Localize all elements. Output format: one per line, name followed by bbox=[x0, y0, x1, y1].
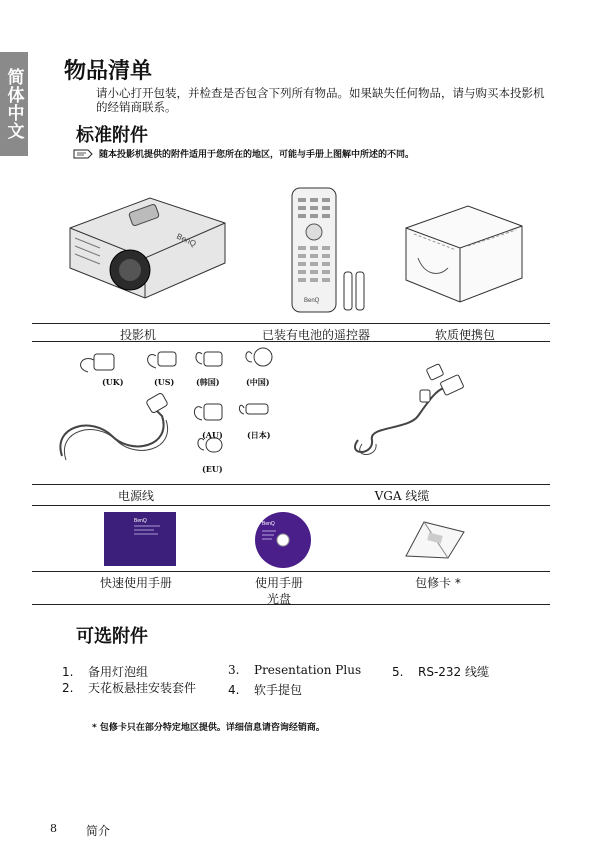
remote-brand: BenQ bbox=[304, 298, 320, 304]
optional-item: 2. 天花板悬挂安装套件 bbox=[62, 681, 197, 695]
caption-projector: 投影机 bbox=[119, 328, 156, 342]
warranty-card-image bbox=[404, 518, 466, 560]
caption-quick-guide: 快速使用手册 bbox=[99, 576, 172, 590]
standard-heading: 标准附件 bbox=[76, 125, 148, 146]
quick-guide-image bbox=[104, 512, 176, 566]
note-text: 随本投影机提供的附件适用于您所在的地区，可能与手册上图解中所述的不同。 bbox=[99, 150, 415, 160]
note-icon bbox=[72, 148, 94, 160]
row-divider bbox=[32, 341, 550, 342]
projector-image bbox=[60, 188, 230, 308]
caption-remote: 已装有电池的遥控器 bbox=[261, 328, 370, 342]
language-tab: 简体中文 bbox=[0, 52, 28, 156]
guide-brand: BenQ bbox=[134, 518, 147, 524]
row-divider bbox=[32, 604, 550, 605]
caption-cd: 光盘 bbox=[266, 592, 291, 606]
carry-bag-image bbox=[398, 198, 528, 306]
plug-label-au: (AU) bbox=[202, 430, 223, 440]
plug-label-eu: (EU) bbox=[202, 464, 223, 474]
plug-label-uk: (UK) bbox=[102, 377, 124, 387]
intro-paragraph: 请小心打开包装，并检查是否包含下列所有物品。如果缺失任何物品，请与购买本投影机的经销商联系。 bbox=[96, 86, 545, 114]
caption-user-manual: 使用手册 bbox=[254, 576, 303, 590]
cd-brand: BenQ bbox=[262, 521, 275, 527]
caption-vga-cable: VGA 线缆 bbox=[374, 489, 430, 503]
projector-brand: BenQ bbox=[175, 231, 198, 249]
optional-item: 5. RS-232 线缆 bbox=[392, 665, 490, 679]
plug-label-jp: (日本) bbox=[247, 430, 271, 440]
row-divider bbox=[32, 323, 550, 324]
remote-image bbox=[288, 186, 378, 316]
page-number: 8 bbox=[50, 822, 57, 835]
caption-warranty-card: 包修卡 * bbox=[415, 576, 461, 590]
plug-label-cn: (中国) bbox=[246, 377, 270, 387]
row-divider bbox=[32, 571, 550, 572]
vga-cable-image bbox=[348, 360, 478, 460]
row-divider bbox=[32, 505, 550, 506]
note bbox=[72, 147, 552, 160]
page-title: 物品清单 bbox=[64, 59, 153, 84]
optional-heading: 可选附件 bbox=[76, 626, 148, 647]
caption-power-cord: 电源线 bbox=[117, 489, 154, 503]
caption-bag: 软质便携包 bbox=[434, 328, 495, 342]
optional-item: 4. 软手提包 bbox=[228, 683, 303, 697]
power-cords-image bbox=[52, 346, 292, 476]
plug-label-kr: (韩国) bbox=[196, 377, 220, 387]
row-divider bbox=[32, 484, 550, 485]
optional-item: 1. 备用灯泡组 bbox=[62, 665, 149, 679]
manual-cd-image bbox=[254, 511, 312, 569]
battery-icon bbox=[344, 272, 352, 310]
section-name: 简介 bbox=[86, 824, 111, 838]
footnote: * 包修卡只在部分特定地区提供。详细信息请咨询经销商。 bbox=[92, 723, 325, 733]
plug-label-us: (US) bbox=[154, 377, 175, 387]
optional-item: 3. Presentation Plus bbox=[228, 663, 362, 677]
